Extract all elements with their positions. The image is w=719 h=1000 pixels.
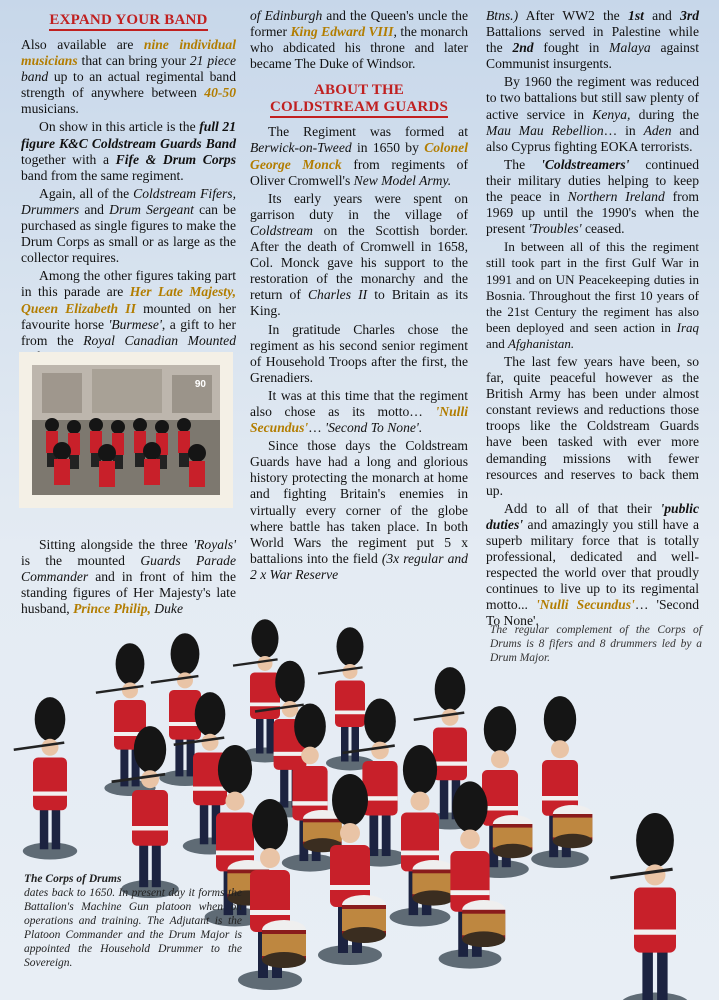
column-2 <box>250 8 468 585</box>
paragraph: of Edinburgh and the Queen's uncle the former King Edward VIII, the monarch who abdicated his throne and later became The Duke of Windsor. <box>250 8 468 72</box>
stamp-band-illustration <box>32 365 220 495</box>
paragraph: Its early years were spent on garrison duty in the village of Coldstream on the Scottish border. After the death of Cromwell in 1658, Col. Monck gave his support to the restoration of the monarchy and the return of Charles II to Britain as its King. <box>250 190 468 319</box>
caption-corps-of-drums <box>24 872 242 970</box>
paragraph: In gratitude Charles chose the regiment as his second senior regiment of Household Troops after the first, the Grenadiers. <box>250 321 468 385</box>
toy-soldier-figure <box>610 813 689 1000</box>
paragraph: The Regiment was formed at Berwick-on-Tweed in 1650 by Colonel George Monck from regiments of Oliver Cromwell's New Model Army. <box>250 124 468 188</box>
toy-soldier-figure <box>531 696 592 868</box>
heading-expand-your-band: EXPAND YOUR BAND <box>21 12 236 29</box>
column-1 <box>21 8 236 367</box>
paragraph: Among the other figures taking part in this parade are Her Late Majesty, Queen Elizabeth II mounted on her favourite horse 'Burmese', a gift to her from the Royal Canadian Mounted <box>21 268 237 348</box>
paragraph: Btns.) After WW2 the 1st and 3rd Battalions served in Palestine while the 2nd fought in Malaya against Communist insurgents. <box>486 8 699 72</box>
column-3 <box>486 8 699 632</box>
paragraph: Since those days the Coldstream Guards have had a long and glorious history protecting the monarch at home and fighting Britain's enemies in virtually every corner of the globe where battle has taken place. In both World Wars the regiment put 5 x battalions into the field (3x regular and 2 x War Reserve <box>250 438 468 582</box>
caption-title: The Corps of Drums <box>24 873 122 885</box>
paragraph: The 'Coldstreamers' continued their military duties helping to keep the peace in Northern Ireland from 1969 up until the 1990's when the present 'Troubles' ceased. <box>486 156 700 237</box>
paragraph: Sitting alongside the three 'Royals' is the mounted Guards Parade Commander and in front of him the standing figures of Her Majesty's late husband, Prince Philip, Duke <box>21 537 236 617</box>
paragraph: By 1960 the regiment was reduced to two battalions but still saw plenty of active service in Kenya, during the Mau Mau Rebellion… in Aden and also Cyprus fighting EOKA terrorists. <box>486 74 699 154</box>
stamp-artwork <box>32 365 220 495</box>
paragraph: Again, all of the Coldstream Fifers, Drummers and Drum Sergeant can be purchased as single figures to make the Drum Corps as small or as large as the collector requires. <box>21 185 236 266</box>
paragraph: On show in this article is the full 21 figure K&C Coldstream Guards Band together with a Fife & Drum Corps band from the same regiment. <box>21 119 236 183</box>
stamp-value: 90 <box>194 379 206 390</box>
paragraph: In between all of this the regiment still took part in the first Gulf War in 1991 and on UN Peacekeeping duties in Bosnia. Throughout the first 10 years of the 21st Century the regiment has also been deployed and seen action in Iraq and Afghanistan. <box>486 239 699 351</box>
toy-soldier-figure <box>14 697 78 859</box>
paragraph: Also available are nine individual musicians that can bring your 21 piece band up to an actual regimental band strength of anywhere between 40-50 musicians. <box>21 37 237 117</box>
paragraph: It was at this time that the regiment also chose as its motto… 'Nulli Secundus'… 'Second To None'. <box>250 387 468 436</box>
heading-about-coldstream-guards: ABOUT THE COLDSTREAM GUARDS <box>250 82 468 116</box>
postage-stamp-image <box>22 355 230 505</box>
caption-body: dates back to 1650. In present day it forms the Battalion's Machine Gun platoon when on operations and training. The Adjutant is the Platoon Commander and the Drum Major is appointed the Household Drummer to the Sovereign. <box>24 887 242 969</box>
paragraph: Add to all of that their 'public duties' and amazingly you still have a superb military force that is totally professional, dedicated and well-respected the world over that proudly continues to live up to its regimental motto... 'Nulli Secundus'… 'Second To None'. <box>486 500 699 629</box>
paragraph: The last few years have been, so far, quite peaceful however as the British Army has been under almost constant reviews and reductions those troops like the Coldstream Guards have been tasked with ever more demanding missions with fewer resources and reserves to back them up. <box>486 353 699 498</box>
caption-corps-complement: The regular complement of the Corps of Drums is 8 fifers and 8 drummers led by a Drum Major. <box>490 624 702 664</box>
